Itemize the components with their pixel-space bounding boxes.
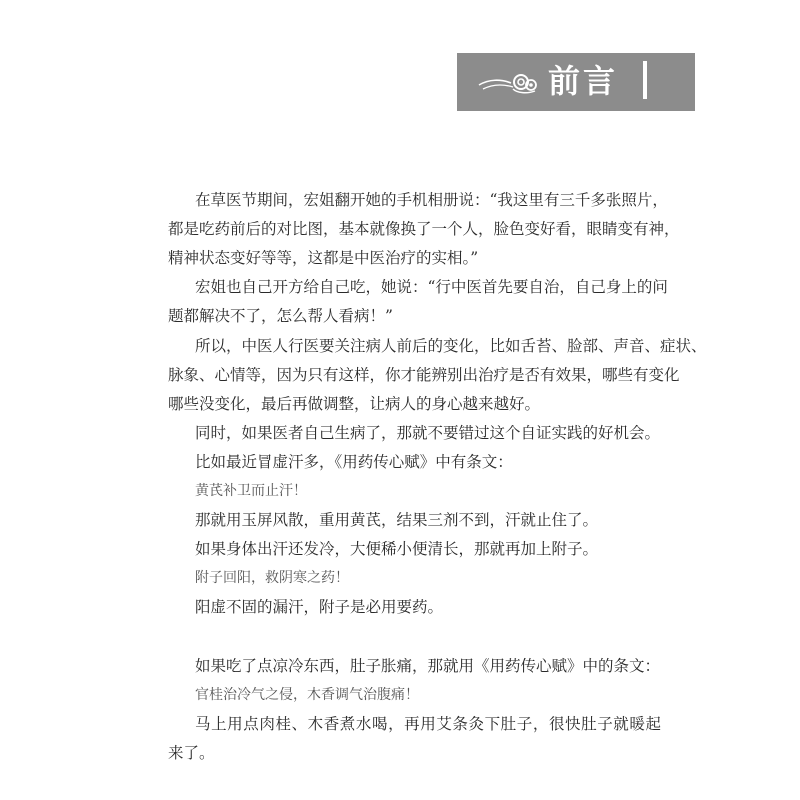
quoted-verse: 附子回阳，救阴寒之药！ bbox=[195, 570, 349, 586]
paragraph-line: 那就用玉屏风散，重用黄芪，结果三剂不到，汗就止住了。 bbox=[195, 511, 599, 529]
paragraph-line: 在草医节期间，宏姐翻开她的手机相册说：“我这里有三千多张照片， bbox=[195, 191, 668, 209]
paragraph-line: 所以，中医人行医要关注病人前后的变化，比如舌苔、脸部、声音、症状、 bbox=[195, 337, 707, 355]
paragraph-line: 精神状态变好等等，这都是中医治疗的实相。” bbox=[168, 249, 479, 267]
paragraph-line: 脉象、心情等，因为只有这样，你才能辨别出治疗是否有效果，哪些有变化 bbox=[168, 366, 680, 384]
paragraph-line: 哪些没变化，最后再做调整，让病人的身心越来越好。 bbox=[168, 395, 541, 413]
paragraph-line: 马上用点肉桂、木香煮水喝，再用艾条灸下肚子，很快肚子就暖起 bbox=[195, 715, 661, 733]
paragraph-line: 宏姐也自己开方给自己吃，她说：“行中医首先要自治，自己身上的问 bbox=[195, 278, 668, 296]
paragraph-line: 如果身体出汗还发冷，大便稀小便清长，那就再加上附子。 bbox=[195, 540, 599, 558]
page-title: 前言 bbox=[548, 62, 619, 100]
paragraph-line: 都是吃药前后的对比图，基本就像换了一个人，脸色变好看，眼睛变有神， bbox=[168, 220, 680, 238]
paragraph-line: 比如最近冒虚汗多，《用药传心赋》中有条文： bbox=[195, 453, 513, 471]
paragraph-line: 来了。 bbox=[168, 744, 215, 762]
quoted-verse: 官桂治冷气之侵，木香调气治腹痛！ bbox=[195, 687, 419, 703]
quoted-verse: 黄芪补卫而止汗！ bbox=[195, 483, 307, 499]
paragraph-line: 如果吃了点凉冷东西，肚子胀痛，那就用《用药传心赋》中的条文： bbox=[195, 657, 661, 675]
paragraph-line: 阳虚不固的漏汗，附子是必用要药。 bbox=[195, 598, 444, 616]
paragraph-line: 题都解决不了，怎么帮人看病！” bbox=[168, 307, 393, 325]
paragraph-line: 同时，如果医者自己生病了，那就不要错过这个自证实践的好机会。 bbox=[195, 424, 661, 442]
